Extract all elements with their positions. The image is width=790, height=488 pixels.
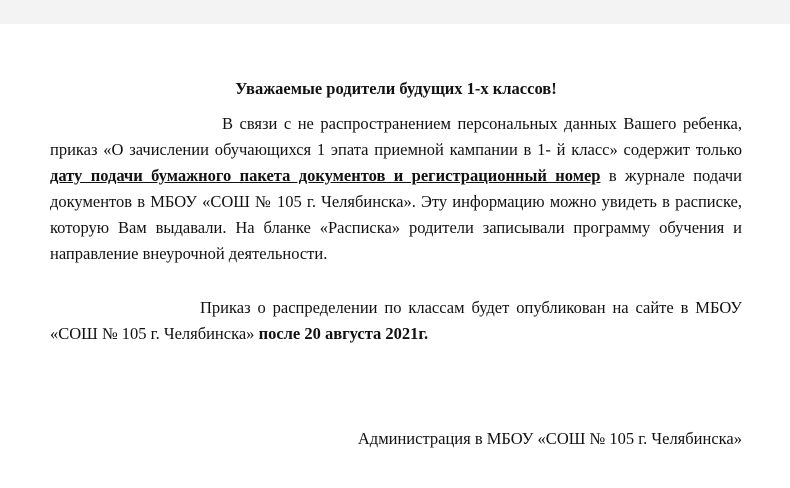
paragraph-enrollment-highlight: дату подачи бумажного пакета документов и регистрационный номер bbox=[50, 166, 601, 185]
paragraph-distribution-date: после 20 августа 2021г. bbox=[258, 324, 429, 343]
document-page bbox=[0, 24, 790, 488]
document-signature: Администрация в МБОУ «СОШ № 105 г. Челябинска» bbox=[357, 429, 742, 448]
paragraph-enrollment-rest: в журнале подачи документов в МБОУ «СОШ № 105 г. Челябинска». Эту информацию можно увидеть в расписке, которую Вам выдавали. На бланке «Расписка» родители записывали программу обучения и направление внеурочной деятельности. bbox=[50, 166, 742, 263]
document-heading: Уважаемые родители будущих 1-х классов! bbox=[235, 79, 557, 98]
paragraph-enrollment-intro: В связи с не распространением персональных данных Вашего ребенка, приказ «О зачислении обучающихся 1 эпата приемной кампании в 1- й класс» содержит только bbox=[50, 114, 742, 159]
paragraph-distribution-intro: Приказ о распределении по классам будет опубликован на сайте в МБОУ «СОШ № 105 г. Челябинска» bbox=[50, 298, 742, 343]
paragraph-enrollment-info bbox=[50, 111, 742, 267]
paragraph-class-distribution bbox=[50, 295, 742, 347]
viewer-top-strip bbox=[0, 0, 790, 24]
